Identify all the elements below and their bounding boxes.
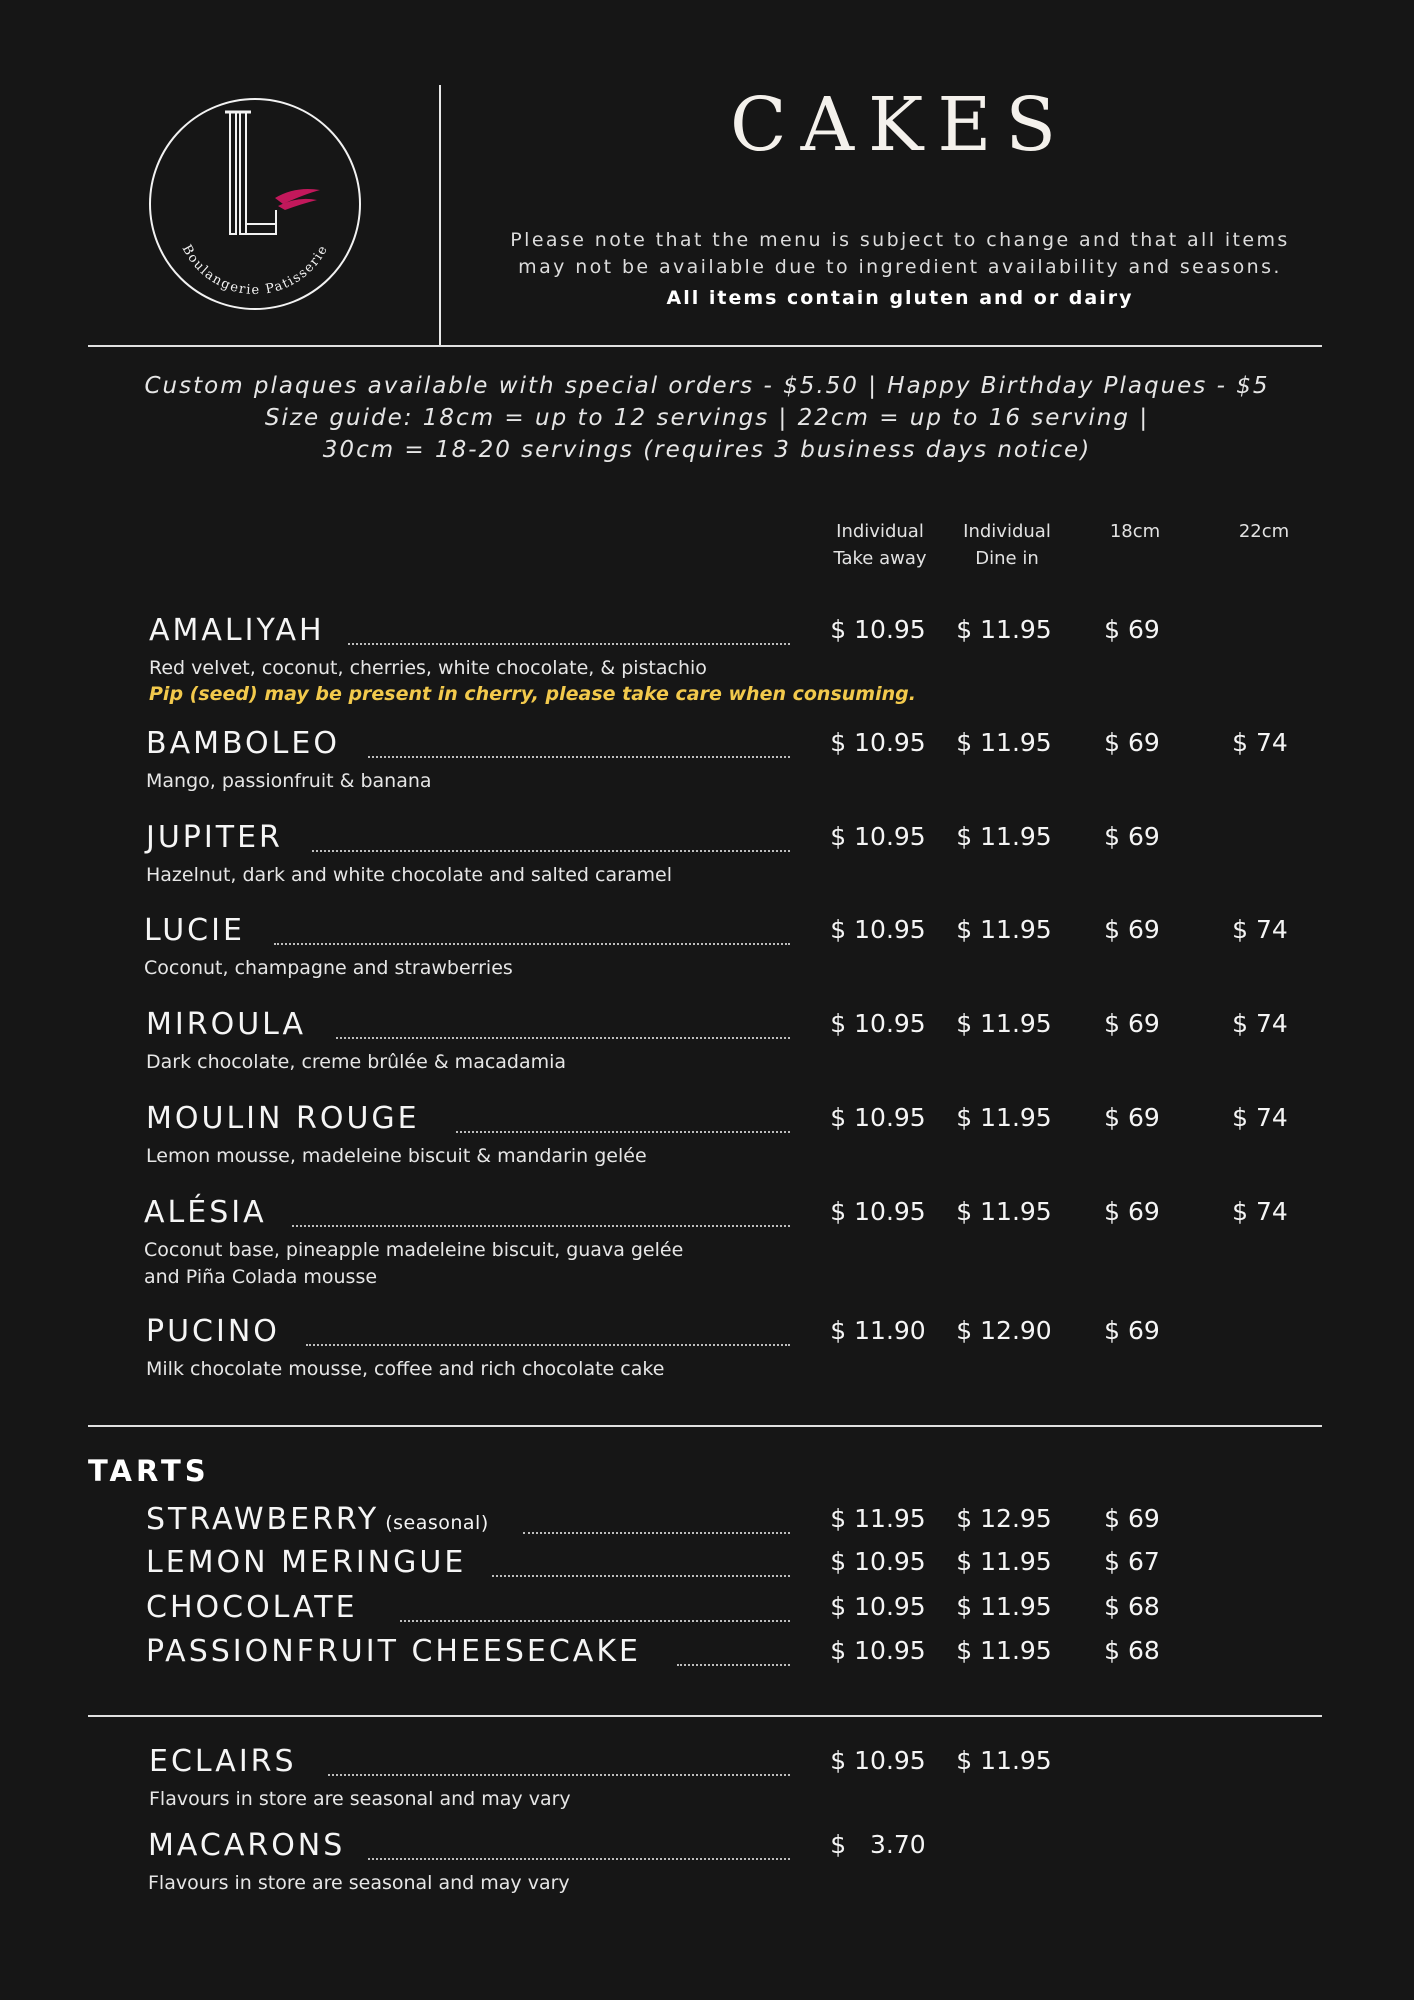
price-takeaway: $ 10.95 [830,1746,926,1775]
price-dinein: $ 11.95 [956,1592,1052,1621]
leader-dots [274,943,790,945]
price-cm18: $ 68 [1104,1636,1160,1665]
price-takeaway: $ 10.95 [830,728,926,757]
header-divider [439,85,441,345]
price-cm18: $ 69 [1104,615,1160,644]
item-name [149,1744,297,1779]
item-name [149,613,325,648]
price-cm18: $ 69 [1104,1316,1160,1345]
svg-text:Boulangerie Patisserie: Boulangerie Patisserie [178,242,332,299]
price-takeaway: $ 10.95 [830,1592,926,1621]
leader-dots [328,1774,790,1776]
cake-row [0,820,1414,900]
price-cm18: $ 69 [1104,728,1160,757]
cake-row [0,726,1414,806]
price-takeaway: $ 10.95 [830,1547,926,1576]
price-dinein: $ 11.95 [956,1636,1052,1665]
item-warning: Pip (seed) may be present in cherry, please take care when consuming. [149,683,916,705]
leader-dots [312,850,790,852]
leader-dots [677,1664,790,1666]
price-cm22: $ 74 [1232,915,1288,944]
price-takeaway: $ 10.95 [830,1636,926,1665]
price-cm22: $ 74 [1232,1009,1288,1038]
item-name [146,1101,420,1136]
leader-dots [368,756,790,758]
price-takeaway: $ 3.70 [830,1830,926,1859]
brand-logo [145,94,365,314]
item-name-text: AMALIYAH [149,613,325,648]
leader-dots [348,643,790,645]
cake-row [0,1007,1414,1087]
price-cm22: $ 74 [1232,1103,1288,1132]
item-name [146,726,340,761]
price-dinein: $ 11.95 [956,1746,1052,1775]
price-takeaway: $ 10.95 [830,1197,926,1226]
price-dinein: $ 11.95 [956,615,1052,644]
item-note: (seasonal) [385,1512,489,1534]
item-name-text: ALÉSIA [144,1195,267,1230]
leader-dots [456,1131,790,1133]
leader-dots [400,1620,790,1622]
leader-dots [368,1858,790,1860]
item-description: Red velvet, coconut, cherries, white chocolate, & pistachio [149,657,707,679]
item-name-text: ECLAIRS [149,1744,297,1779]
item-name-text: LEMON MERINGUE [146,1545,467,1580]
logo-emblem-icon [145,94,365,314]
price-takeaway: $ 10.95 [830,822,926,851]
plaque-info [60,370,1354,466]
item-name [148,1828,345,1863]
item-name [144,913,245,948]
price-takeaway: $ 10.95 [830,915,926,944]
col-head-18cm: 18cm [1109,521,1161,542]
price-takeaway: $ 10.95 [830,1103,926,1132]
divider-top [88,345,1322,347]
item-name-text: PUCINO [146,1314,280,1349]
price-cm18: $ 69 [1104,915,1160,944]
price-cm18: $ 69 [1104,1504,1160,1533]
divider-extras [88,1715,1322,1717]
item-description: Milk chocolate mousse, coffee and rich chocolate cake [146,1358,665,1380]
allergen-note: All items contain gluten and or dairy [666,287,1134,309]
price-cm22: $ 74 [1232,1197,1288,1226]
item-name-text: PASSIONFRUIT CHEESECAKE [146,1634,641,1669]
price-dinein: $ 11.95 [956,1103,1052,1132]
price-dinein: $ 11.95 [956,1009,1052,1038]
price-takeaway: $ 10.95 [830,615,926,644]
leader-dots [292,1225,790,1227]
page-title: CAKES [729,82,1071,168]
price-takeaway: $ 10.95 [830,1009,926,1038]
plaque-info-line2: Size guide: 18cm = up to 12 servings | 22cm = up to 16 serving | [264,405,1150,431]
item-name [146,820,283,855]
price-cm18: $ 69 [1104,1197,1160,1226]
item-name [146,1007,306,1042]
price-dinein: $ 11.95 [956,728,1052,757]
item-name-text: CHOCOLATE [146,1590,358,1625]
divider-tarts [88,1425,1322,1427]
item-name-text: STRAWBERRY [146,1502,380,1537]
item-description: Hazelnut, dark and white chocolate and salted caramel [146,864,673,886]
price-dinein: $ 11.95 [956,915,1052,944]
item-name-text: JUPITER [146,820,283,855]
price-dinein: $ 12.95 [956,1504,1052,1533]
item-description: Flavours in store are seasonal and may vary [149,1788,571,1810]
col-head-22cm: 22cm [1238,521,1290,542]
item-name [146,1634,641,1669]
col-head-takeaway: Individual Take away [833,521,927,569]
menu-note [470,227,1330,281]
item-description: Lemon mousse, madeleine biscuit & mandarin gelée [146,1145,647,1167]
item-description: Flavours in store are seasonal and may vary [148,1872,570,1894]
item-name [146,1314,280,1349]
menu-note-line2: may not be available due to ingredient availability and seasons. [518,256,1282,278]
item-description: Coconut base, pineapple madeleine biscuit, guava gelée and Piña Colada mousse [144,1239,684,1288]
price-cm18: $ 69 [1104,822,1160,851]
col-head-dinein: Individual Dine in [963,521,1051,569]
leader-dots [336,1037,790,1039]
plaque-info-line1: Custom plaques available with special orders - $5.50 | Happy Birthday Plaques - $5 [144,373,1270,399]
item-name [146,1545,466,1580]
price-dinein: $ 11.95 [956,1197,1052,1226]
tarts-section-title: TARTS [88,1454,210,1488]
item-name-text: MOULIN ROUGE [146,1101,420,1136]
item-name [146,1502,489,1537]
item-name-text: MIROULA [146,1007,307,1042]
item-name [144,1195,267,1230]
price-cm18: $ 69 [1104,1103,1160,1132]
item-name [146,1590,358,1625]
item-description: Dark chocolate, creme brûlée & macadamia [146,1051,567,1073]
menu-note-line1: Please note that the menu is subject to change and that all items [510,229,1290,251]
price-cm18: $ 68 [1104,1592,1160,1621]
cake-row [0,613,1414,705]
cake-row [0,1101,1414,1181]
item-name-text: LUCIE [144,913,245,948]
price-dinein: $ 11.95 [956,822,1052,851]
price-takeaway: $ 11.95 [830,1504,926,1533]
price-dinein: $ 12.90 [956,1316,1052,1345]
cake-row [0,1195,1414,1288]
cake-row [0,1314,1414,1394]
cake-row [0,913,1414,993]
price-cm22: $ 74 [1232,728,1288,757]
price-cm18: $ 67 [1104,1547,1160,1576]
extra-row [0,1744,1414,1824]
extra-row [0,1828,1414,1908]
tart-row [0,1634,1414,1714]
plaque-info-line3: 30cm = 18-20 servings (requires 3 business days notice) [322,437,1092,463]
item-name-text: MACARONS [148,1828,346,1863]
item-name-text: BAMBOLEO [146,726,340,761]
price-dinein: $ 11.95 [956,1547,1052,1576]
item-description: Mango, passionfruit & banana [146,770,432,792]
leader-dots [523,1532,790,1534]
item-description: Coconut, champagne and strawberries [144,957,513,979]
price-cm18: $ 69 [1104,1009,1160,1038]
leader-dots [306,1344,790,1346]
price-takeaway: $ 11.90 [830,1316,926,1345]
leader-dots [492,1575,790,1577]
